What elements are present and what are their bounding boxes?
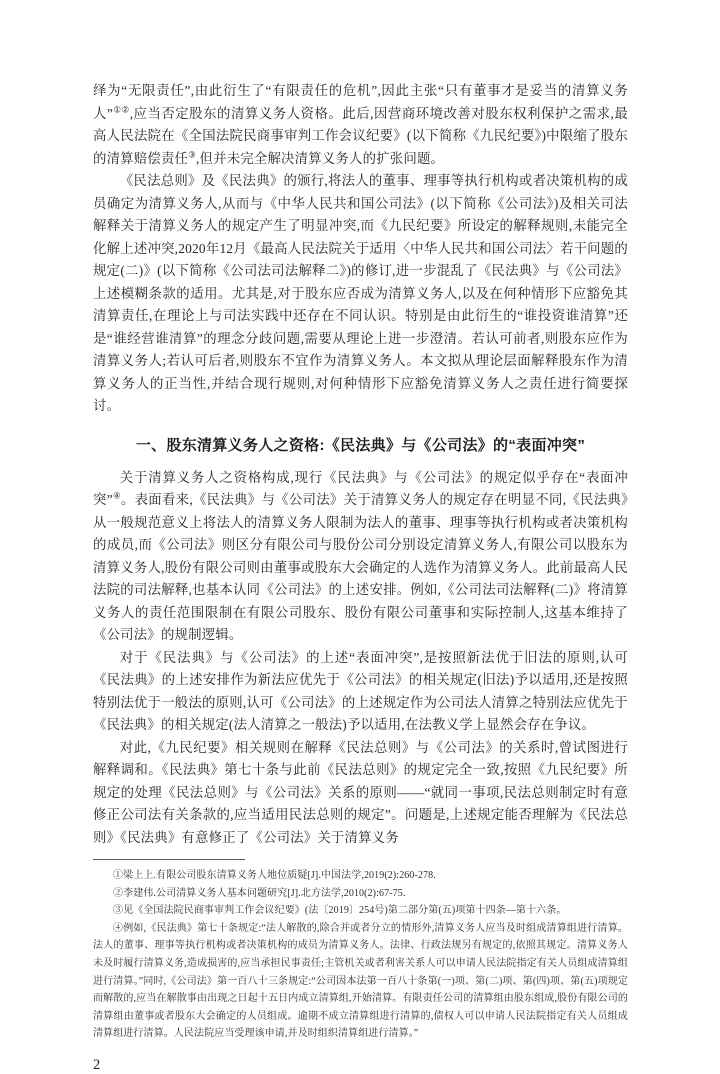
paragraph bbox=[93, 467, 628, 647]
footnote-ref-4: ④ bbox=[112, 490, 121, 501]
page-number: 2 bbox=[93, 1056, 101, 1073]
footnote-separator bbox=[93, 859, 245, 860]
footnote-item: ④例如,《民法典》第七十条规定:“法人解散的,除合并或者分立的情形外,清算义务人应当及时组成清算组进行清算。法人的董事、理事等执行机构或者决策机构的成员为清算义务人。法律、行政法规另有规定的,依照其规定。清算义务人未及时履行清算义务,造成损害的,应当承担民事责任;主管机关或者利害关系人可以申请人民法院指定有关人员组成清算组进行清算。”同时,《公司法》第一百八十三条规定:“公司因本法第一百八十条第(一)项、第(二)项、第(四)项、第(五)项规定而解散的,应当在解散事由出现之日起十五日内成立清算组,开始清算。有限责任公司的清算组由股东组成,股份有限公司的清算组由董事或者股东大会确定的人员组成。逾期不成立清算组进行清算的,债权人可以申请人民法院指定有关人员组成清算组进行清算。人民法院应当受理该申请,并及时组织清算组进行清算。” bbox=[93, 922, 628, 1040]
paragraph: 对于《民法典》与《公司法》的上述“表面冲突”,是按照新法优于旧法的原则,认可《民法典》的上述安排作为新法应优先于《公司法》的相关规定(旧法)予以适用,还是按照特别法优于一般法的原则,认可《公司法》的上述规定作为公司法人清算之特别法应优先于《民法典》的相关规定(法人清算之一般法)予以适用,在法教义学上显然会存在争议。 bbox=[93, 649, 628, 732]
paragraph-text: ,应当否定股东的清算义务人资格。此后,因营商环境改善对股东权利保护之需求,最高人民法院在《全国法院民商事审判工作会议纪要》(以下简称《九民纪要》)中限缩了股东的清算赔偿责任 bbox=[93, 105, 629, 166]
paragraph-text: 。表面看来,《民法典》与《公司法》关于清算义务人的规定存在明显不同,《民法典》从一般规范意义上将法人的清算义务人限制为法人的董事、理事等执行机构或者决策机构的成员,而《公司法》则区分有限公司与股份公司分别设定清算义务人,有限公司以股东为清算义务人,股份有限公司则由董事或股东大会确定的人选作为清算义务人。此前最高人民法院的司法解释,也基本认同《公司法》的上述安排。例如,《公司法司法解释(二)》将清算义务人的责任范围限制在有限公司股东、股份有限公司董事和实际控制人,这基本维持了《公司法》的规制逻辑。 bbox=[93, 492, 629, 642]
footnote-item: ①梁上上.有限公司股东清算义务人地位质疑[J].中国法学,2019(2):260-278. bbox=[113, 870, 436, 881]
footnote-item: ③见《全国法院民商事审判工作会议纪要》(法〔2019〕254号)第二部分第(五)项第十四条—第十六条。 bbox=[113, 905, 567, 917]
paragraph-text: 绎为“无限责任”,由此衍生了“有限责任的危机”,因此主张“只有董事才是妥当的清算义务人” bbox=[93, 83, 628, 121]
footnote-item: ②李建伟.公司清算义务人基本问题研究[J].北方法学,2010(2):67-75. bbox=[113, 887, 406, 899]
section-one-heading: 一、股东清算义务人之资格:《民法典》与《公司法》的“表面冲突” bbox=[135, 436, 586, 454]
footnote-ref-1-2: ①② bbox=[113, 104, 130, 115]
page-content bbox=[93, 80, 628, 1074]
footnote-ref-3: ③ bbox=[188, 149, 196, 160]
paragraph: 对此,《九民纪要》相关规则在解释《民法总则》与《公司法》的关系时,曾试图进行解释调和。《民法典》第七十条与此前《民法总则》的规定完全一致,按照《九民纪要》所规定的处理《民法总则》与《公司法》关系的原则——“就同一事项,民法总则制定时有意修正公司法有关条款的,应当适用民法总则的规定”。问题是,上述规定能否理解为《民法总则》《民法典》有意修正了《公司法》关于清算义务 bbox=[93, 739, 628, 845]
footnotes-section bbox=[93, 867, 628, 1043]
paragraph: 《民法总则》及《民法典》的颁行,将法人的董事、理事等执行机构或者决策机构的成员确定为清算义务人,从而与《中华人民共和国公司法》(以下简称《公司法》)及相关司法解释关于清算义务人的规定产生了明显冲突,而《九民纪要》所设定的解释规则,未能完全化解上述冲突,2020年12月《最高人民法院关于适用〈中华人民共和国公司法〉若干问题的规定(二)》(以下简称《公司法司法解释二》)的修订,进一步混乱了《民法典》与《公司法》上述模糊条款的适用。尤其是,对于股东应否成为清算义务人,以及在何种情形下应豁免其清算责任,在理论上与司法实践中还存在不同认识。特别是由此衍生的“谁投资谁清算”还是“谁经营谁清算”的理念分歧问题,需要从理论上进一步澄清。若认可前者,则股东应作为清算义务人;若认可后者,则股东不宜作为清算义务人。本文拟从理论层面解释股东作为清算义务人的正当性,并结合现行规则,对何种情形下应豁免清算义务人之责任进行简要探讨。 bbox=[93, 173, 628, 413]
paragraph-text: ,但并未完全解决清算义务人的扩张问题。 bbox=[195, 150, 445, 166]
paragraph-text: 关于清算义务人之资格构成,现行《民法典》与《公司法》的规定似乎存在“表面冲突” bbox=[93, 469, 628, 507]
paragraph-continuation bbox=[93, 80, 628, 170]
